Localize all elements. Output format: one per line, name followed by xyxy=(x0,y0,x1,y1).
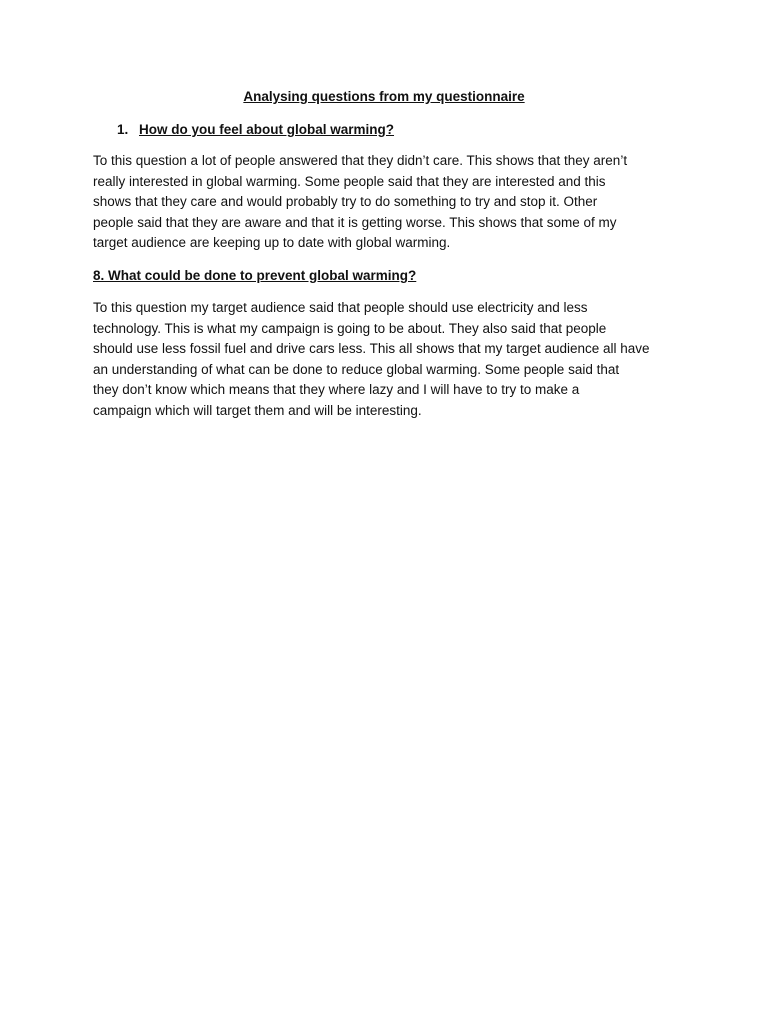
question-8-heading: 8. What could be done to prevent global warming? xyxy=(93,268,417,283)
answer-line: people said that they are aware and that it is getting worse. This shows that some of my xyxy=(93,214,617,230)
answer-line: technology. This is what my campaign is going to be about. They also said that people xyxy=(93,320,607,336)
answer-line: To this question my target audience said that people should use electricity and less xyxy=(93,300,588,315)
answer-line: campaign which will target them and will be interesting. xyxy=(93,402,422,418)
question-1-heading xyxy=(117,122,394,138)
answer-line: shows that they care and would probably try to do something to try and stop it. Other xyxy=(93,194,598,210)
answer-line: really interested in global warming. Some people said that they are interested and this xyxy=(93,173,606,189)
question-1-answer xyxy=(93,151,683,254)
answer-line: an understanding of what can be done to reduce global warming. Some people said that xyxy=(93,361,620,377)
answer-line: should use less fossil fuel and drive cars less. This all shows that my target audience all have xyxy=(93,341,650,357)
answer-line: they don’t know which means that they where lazy and I will have to try to make a xyxy=(93,382,580,398)
question-1-text: How do you feel about global warming? xyxy=(139,122,395,137)
question-1-number: 1. xyxy=(117,122,129,137)
question-8-answer xyxy=(93,298,683,422)
answer-line: To this question a lot of people answered that they didn’t care. This shows that they aren’t xyxy=(93,153,628,168)
answer-line: target audience are keeping up to date with global warming. xyxy=(93,235,451,251)
document-title: Analysing questions from my questionnaire xyxy=(243,89,525,104)
